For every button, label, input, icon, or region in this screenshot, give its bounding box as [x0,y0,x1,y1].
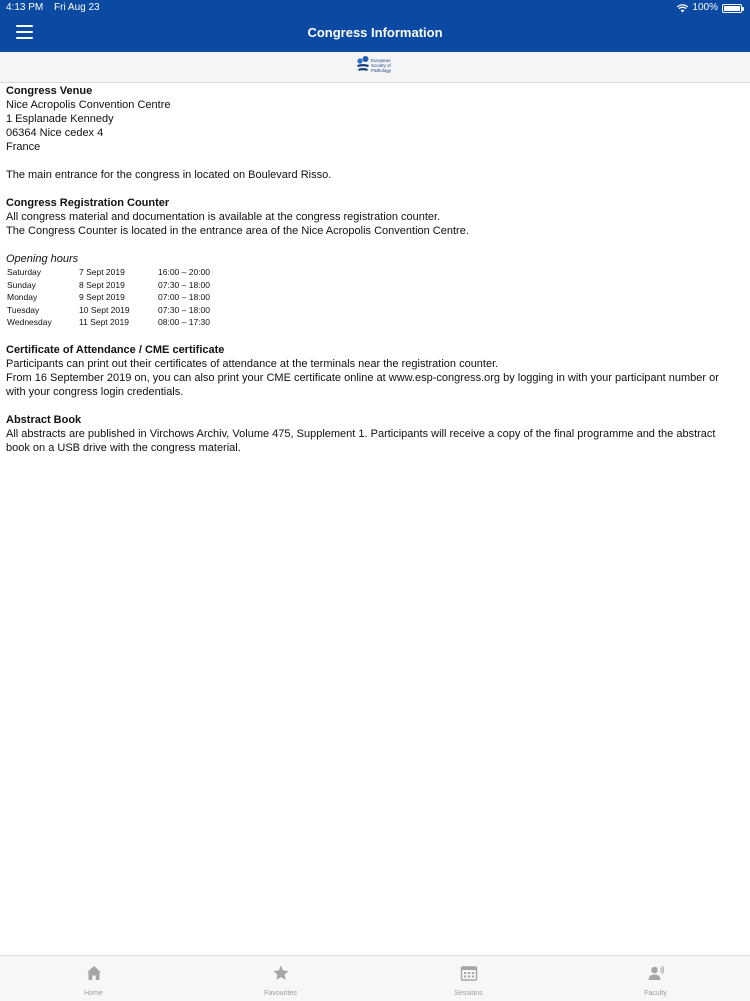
tab-faculty[interactable] [562,956,749,1001]
status-date: Fri Aug 23 [54,2,100,13]
time-cell: 07:30 – 18:00 [158,304,210,315]
logo-text-line: Pathology [371,67,392,73]
logo-text-line: European [371,57,391,63]
time-cell: 08:00 – 17:30 [158,317,210,328]
tab-label: Favourites [264,990,297,997]
status-bar [0,0,750,16]
abstract-text: All abstracts are published in Virchows Archiv, Volume 475, Supplement 1. Participants will receive a copy of the final programme and the abstract book on a USB drive with the congress material. [6,427,716,454]
logo-banner [0,52,750,83]
certificate-line: Participants can print out their certificates of attendance at the terminals near the registration counter. [6,357,499,370]
star-icon [272,964,290,982]
registration-heading: Congress Registration Counter [6,197,170,209]
navigation-bar [0,16,750,52]
tab-sessions[interactable] [375,956,562,1001]
time-cell: 07:30 – 18:00 [158,279,210,290]
time-cell: 16:00 – 20:00 [158,267,210,277]
day-cell: Tuesday [7,304,40,315]
date-cell: 7 Sept 2019 [79,267,125,277]
table-row [6,291,210,304]
registration-line: The Congress Counter is located in the entrance area of the Nice Acropolis Convention Centre. [6,225,469,237]
registration-line: All congress material and documentation is available at the congress registration counter. [6,211,441,223]
tab-bar [0,955,750,1001]
day-cell: Wednesday [7,317,52,328]
venue-line: 1 Esplanade Kennedy [6,113,114,125]
table-row [6,266,210,279]
venue-line: 06364 Nice cedex 4 [6,127,104,139]
table-row [6,279,210,292]
day-cell: Monday [7,292,38,303]
opening-hours-title: Opening hours [6,253,79,265]
tab-label: Sessions [454,990,483,997]
certificate-heading: Certificate of Attendance / CME certificate [6,343,225,356]
date-cell: 8 Sept 2019 [79,279,125,290]
date-cell: 11 Sept 2019 [79,317,129,328]
wifi-icon [677,4,688,13]
entrance-text: The main entrance for the congress in located on Boulevard Risso. [6,169,332,181]
tab-label: Home [84,990,103,997]
date-cell: 9 Sept 2019 [79,292,125,303]
table-row [6,316,210,329]
certificate-line: From 16 September 2019 on, you can also print your CME certificate online at www.esp-congress.org by logging in with your participant number or with your congress login credentials. [6,371,719,398]
day-cell: Sunday [7,279,36,290]
page-title: Congress Information [307,25,443,40]
esp-logo [356,56,391,74]
venue-heading: Congress Venue [6,85,93,97]
logo-text-line: Society of [371,62,391,68]
home-icon [85,964,103,982]
venue-line: Nice Acropolis Convention Centre [6,99,171,111]
tab-home[interactable] [0,956,187,1001]
tab-label: Faculty [644,990,667,997]
speaker-icon [647,964,665,982]
day-cell: Saturday [7,267,42,277]
table-row [6,304,210,317]
opening-hours-table [6,266,210,329]
tab-favourites[interactable] [187,956,374,1001]
congress-info-content [6,84,736,455]
abstract-heading: Abstract Book [6,413,82,426]
venue-line: France [6,141,41,153]
battery-icon [722,4,742,13]
esp-logo-mark [356,56,370,74]
time-cell: 07:00 – 18:00 [158,292,210,303]
date-cell: 10 Sept 2019 [79,304,130,315]
status-time: 4:13 PM [6,2,44,13]
battery-percent: 100% [692,2,718,13]
calendar-icon [460,964,478,982]
